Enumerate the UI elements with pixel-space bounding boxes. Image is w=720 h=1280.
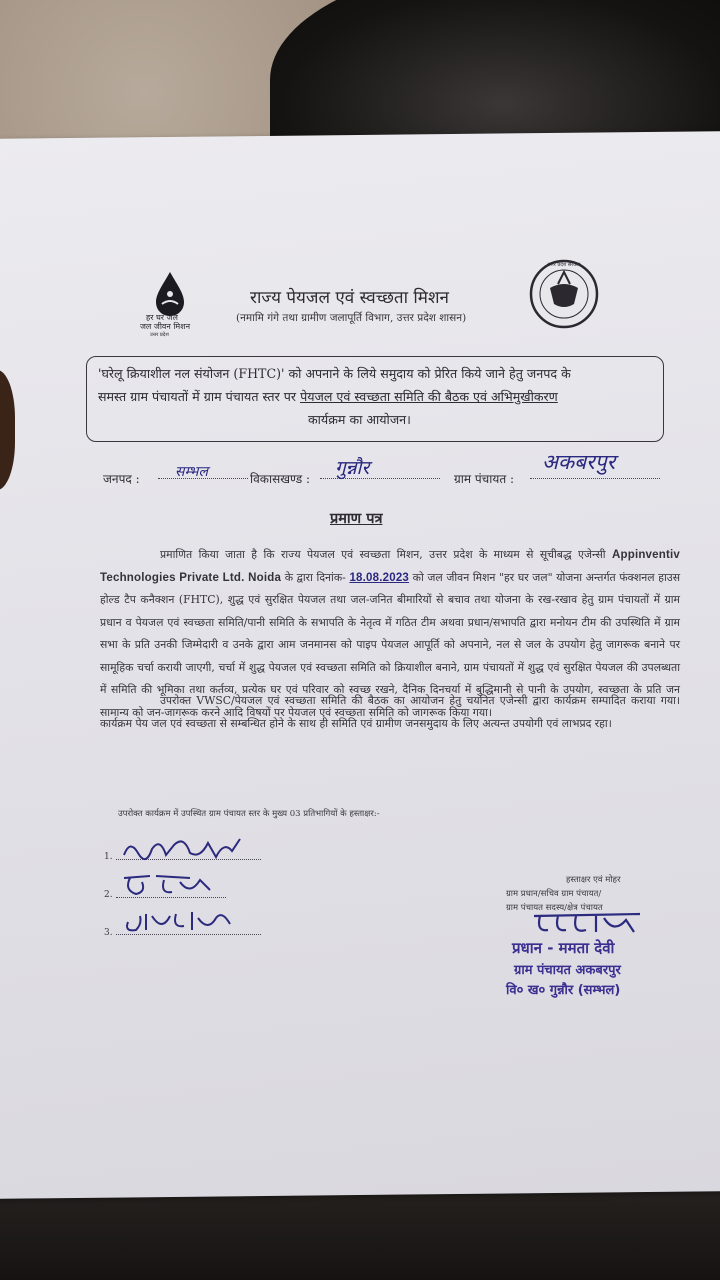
participant-number-1: 1. (104, 852, 113, 862)
up-government-emblem (528, 258, 600, 330)
participant-number-2: 2. (104, 890, 113, 900)
notice-line-2-b: पेयजल एवं स्वच्छता समिति की बैठक एवं अभिमुखीकरण (300, 389, 558, 404)
logo-left-line3: उत्तर प्रदेश (150, 332, 169, 338)
participants-label: उपरोक्त कार्यक्रम में उपस्थित ग्राम पंचायत स्तर के मुख्य 03 प्रतिभागियों के हस्ताक्षर:- (118, 809, 380, 819)
emblem-text: उत्तर प्रदेश सरकार (547, 262, 581, 268)
stamp-line-3: वि० ख० गुन्नौर (सम्भल) (506, 983, 621, 998)
logo-left-line2: जल जीवन मिशन (140, 322, 191, 331)
mission-subtitle: (नमामि गंगे तथा ग्रामीण जलापूर्ति विभाग, उत्तर प्रदेश शासन) (236, 312, 467, 324)
certificate-title: प्रमाण पत्र (330, 510, 383, 527)
p1-a: प्रमाणित किया जाता है कि राज्य पेयजल एवं स्वच्छता मिशन, उत्तर प्रदेश के माध्यम से सूचीबद्ध एजेन्सी (160, 548, 612, 561)
logo-left-text (140, 313, 190, 340)
pradhan-signature (530, 908, 650, 938)
vikas-label: विकासखण्ड : (250, 472, 311, 486)
sign-line-3: ग्राम पंचायत सदस्य/क्षेत्र पंचायत (506, 903, 603, 913)
gram-label: ग्राम पंचायत : (454, 472, 515, 486)
participant-signature-2 (120, 868, 220, 900)
p1-b: के द्वारा दिनांक- (281, 570, 350, 584)
notice-line-2 (98, 388, 558, 405)
participant-signature-1 (120, 833, 250, 865)
janpad-value: सम्भल (175, 464, 208, 480)
program-date: 18.08.2023 (349, 571, 410, 584)
sign-line-2: ग्राम प्रधान/सचिव ग्राम पंचायत/ (506, 889, 602, 899)
notice-line-1: 'घरेलू क्रियाशील नल संयोजन (FHTC)' को अपनाने के लिये समुदाय को प्रेरित किये जाने हेतु जनपद के (98, 366, 571, 381)
janpad-label: जनपद : (103, 472, 140, 486)
participant-number-3: 3. (104, 928, 113, 938)
certificate-paragraph-2: उपरोक्त VWSC/पेयजल एवं स्वच्छता समिति की बैठक का आयोजन हेतु चयनित एजेन्सी द्वारा कार्यक्रम सम्पादित कराया गया। कार्यक्रम पेय जल एवं स्वच्छता से सम्बन्धित होने के साथ ही समिति एवं ग्रामीण जनसमुदाय के लिए अत्यन्त उपयोगी एवं लाभप्रद रहा। (100, 694, 680, 730)
gram-value: अकबरपुर (542, 450, 616, 474)
notice-line-2-a: समस्त ग्राम पंचायतों में ग्राम पंचायत स्तर पर (98, 389, 301, 404)
logo-left-line1: हर घर जल (146, 313, 178, 322)
stamp-line-1: प्रधान - ममता देवी (512, 939, 615, 957)
agency-name: Appinventiv Technologies Private Ltd. Noida (100, 549, 680, 584)
notice-line-3: कार्यक्रम का आयोजन। (308, 412, 411, 427)
participant-signature-3 (122, 902, 242, 936)
p1-c: को जल जीवन मिशन "हर घर जल" योजना अन्तर्गत फंक्शनल हाउस होल्ड टैप कनैक्शन (FHTC), शुद्ध एवं सुरक्षित पेयजल तथा जल-जनित बीमारियों से बचाव तथा योजना के रख-रखाव हेतु ग्राम पंचायतों में ग्राम प्रधान व पेयजल एवं स्वच्छता समिति/पानी समिति के सभापति के नेतृत्व में गठित टीम अथवा प्रधान/सभापति द्वारा मनोयन टीम की उपस्थिति में ग्राम सभा के प्रति उनकी जिम्मेदारी व उनके द्वारा आम जनमानस को पाइप पेयजल आपूर्ति को अपनाने, नल से जल के उपयोग हेतु जागरूक बनाने पर सामूहिक चर्चा करायी जाएगी, चर्चा में शुद्ध पेयजल एवं स्वच्छता समिति को क्रियाशील बनाने, ग्राम पंचायतों में शुद्ध एवं सुरक्षित पेयजल की उपलब्धता में समिति की भूमिका तथा कर्तव्य, प्रत्येक घर एवं परिवार को स्वच्छ रखने, दैनिक दिनचर्या में बुद्धिमानी से पानी के उपयोग, स्वच्छता के प्रति जन सामान्य को जन-जागरूक करने आदि विषयों पर पेयजल एवं स्वच्छता समिति को जागरूक किया गया। (100, 570, 681, 719)
mission-title: राज्य पेयजल एवं स्वच्छता मिशन (250, 288, 449, 308)
sign-line-1: हस्ताक्षर एवं मोहर (566, 875, 621, 885)
stamp-line-2: ग्राम पंचायत अकबरपुर (514, 963, 621, 978)
vikas-value: गुन्नौर (335, 457, 370, 479)
